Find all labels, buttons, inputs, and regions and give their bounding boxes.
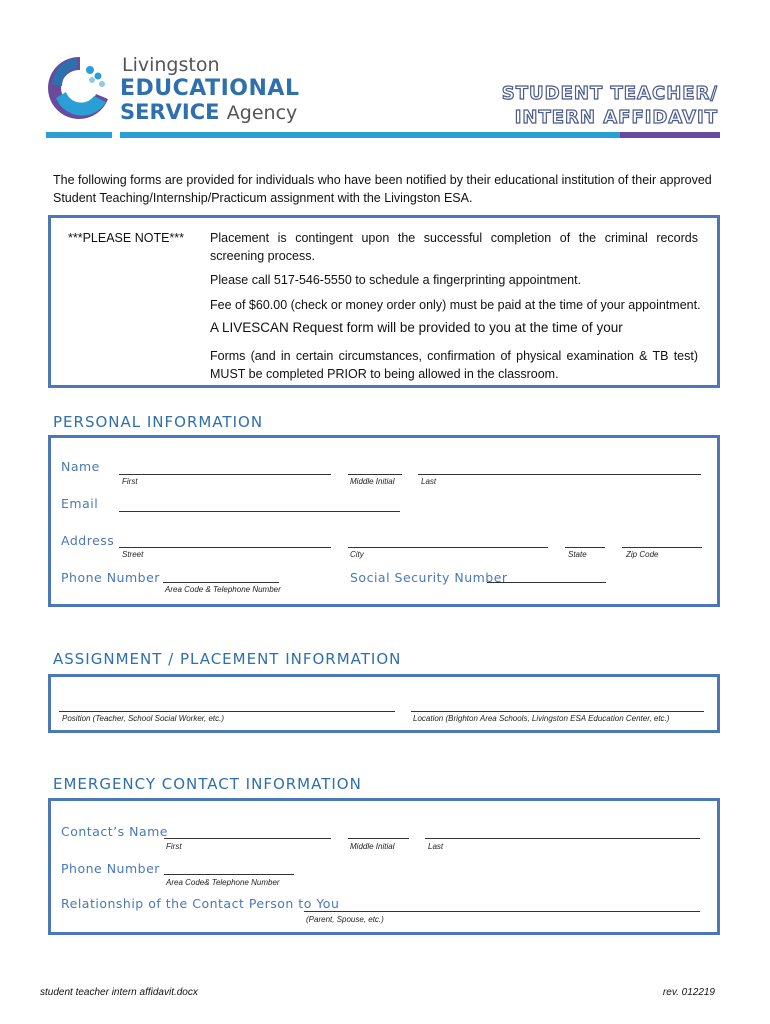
note-text-5: Forms (and in certain circumstances, confirmation of physical examination & TB test) MUST be completed PRIOR to being allowed in the classroom.: [210, 349, 698, 381]
last-name-field[interactable]: [418, 474, 701, 475]
street-caption: Street: [122, 550, 144, 559]
ssn-field[interactable]: [487, 582, 606, 583]
note-text-2: Please call 517-546-5550 to schedule a fingerprinting appointment.: [210, 273, 582, 287]
location-field[interactable]: [411, 711, 704, 712]
livingston-esa-logo-icon: [46, 54, 114, 124]
title-line-2: INTERN AFFIDAVIT: [514, 107, 718, 128]
last-name-caption: Last: [421, 477, 437, 486]
name-label: Name: [61, 459, 100, 474]
assignment-box: [48, 674, 720, 733]
contact-phone-caption: Area Code& Telephone Number: [166, 878, 280, 887]
state-caption: State: [568, 550, 587, 559]
contact-name-label: Contact’s Name: [61, 824, 168, 839]
first-name-caption: First: [122, 477, 138, 486]
position-caption: Position (Teacher, School Social Worker, etc.): [62, 714, 224, 723]
logo-text-livingston: Livingston: [122, 54, 220, 76]
email-label: Email: [61, 496, 99, 511]
contact-phone-field[interactable]: [164, 874, 294, 875]
ssn-label: Social Security Number: [350, 570, 508, 585]
address-label: Address: [61, 533, 115, 548]
contact-phone-label: Phone Number: [61, 861, 160, 876]
footer-revision: rev. 012219: [662, 987, 715, 998]
note-text-3: Fee of $60.00 (check or money order only) must be paid at the time of your appointment.: [210, 298, 701, 312]
contact-last-field[interactable]: [425, 838, 700, 839]
title-line-1: STUDENT TEACHER/: [501, 83, 718, 104]
section-title-emergency: EMERGENCY CONTACT INFORMATION: [53, 775, 362, 793]
section-title-personal: PERSONAL INFORMATION: [53, 413, 264, 431]
contact-last-caption: Last: [428, 842, 444, 851]
email-field[interactable]: [119, 511, 400, 512]
note-text-1: Placement is contingent upon the successful completion of the criminal records screening process.: [210, 231, 698, 263]
phone-caption: Area Code & Telephone Number: [165, 585, 281, 594]
footer-filename: student teacher intern affidavit.docx: [40, 987, 198, 998]
street-field[interactable]: [119, 547, 331, 548]
intro-paragraph: The following forms are provided for individuals who have been notified by their educational institution of their approved Student Teaching/Internship/Practicum assignment with the Livingston ESA.: [53, 173, 712, 205]
logo-text-educational: EDUCATIONAL: [120, 76, 300, 101]
section-title-assignment: ASSIGNMENT / PLACEMENT INFORMATION: [53, 650, 402, 668]
zip-code-field[interactable]: [622, 547, 702, 548]
location-caption: Location (Brighton Area Schools, Livingston ESA Education Center, etc.): [413, 714, 670, 723]
note-label: ***PLEASE NOTE***: [68, 231, 185, 245]
city-caption: City: [350, 550, 364, 559]
logo-text-service: SERVICE Agency: [120, 100, 298, 124]
relationship-caption: (Parent, Spouse, etc.): [306, 915, 384, 924]
contact-first-caption: First: [166, 842, 182, 851]
city-field[interactable]: [348, 547, 548, 548]
relationship-label: Relationship of the Contact Person to You: [61, 896, 340, 911]
header-bar-purple: [620, 132, 720, 138]
first-name-field[interactable]: [119, 474, 331, 475]
phone-field[interactable]: [163, 582, 279, 583]
middle-initial-caption: Middle Initial: [350, 477, 395, 486]
zip-code-caption: Zip Code: [626, 550, 659, 559]
relationship-field[interactable]: [304, 911, 700, 912]
contact-middle-caption: Middle Initial: [350, 842, 395, 851]
contact-middle-field[interactable]: [348, 838, 409, 839]
page-title: [502, 82, 718, 130]
contact-first-field[interactable]: [164, 838, 331, 839]
header-bar-left: [46, 132, 112, 138]
note-text-4: A LIVESCAN Request form will be provided to you at the time of your: [210, 320, 623, 335]
position-field[interactable]: [59, 711, 395, 712]
header-bar-blue: [120, 132, 620, 138]
middle-initial-field[interactable]: [348, 474, 402, 475]
phone-label: Phone Number: [61, 570, 160, 585]
state-field[interactable]: [565, 547, 605, 548]
